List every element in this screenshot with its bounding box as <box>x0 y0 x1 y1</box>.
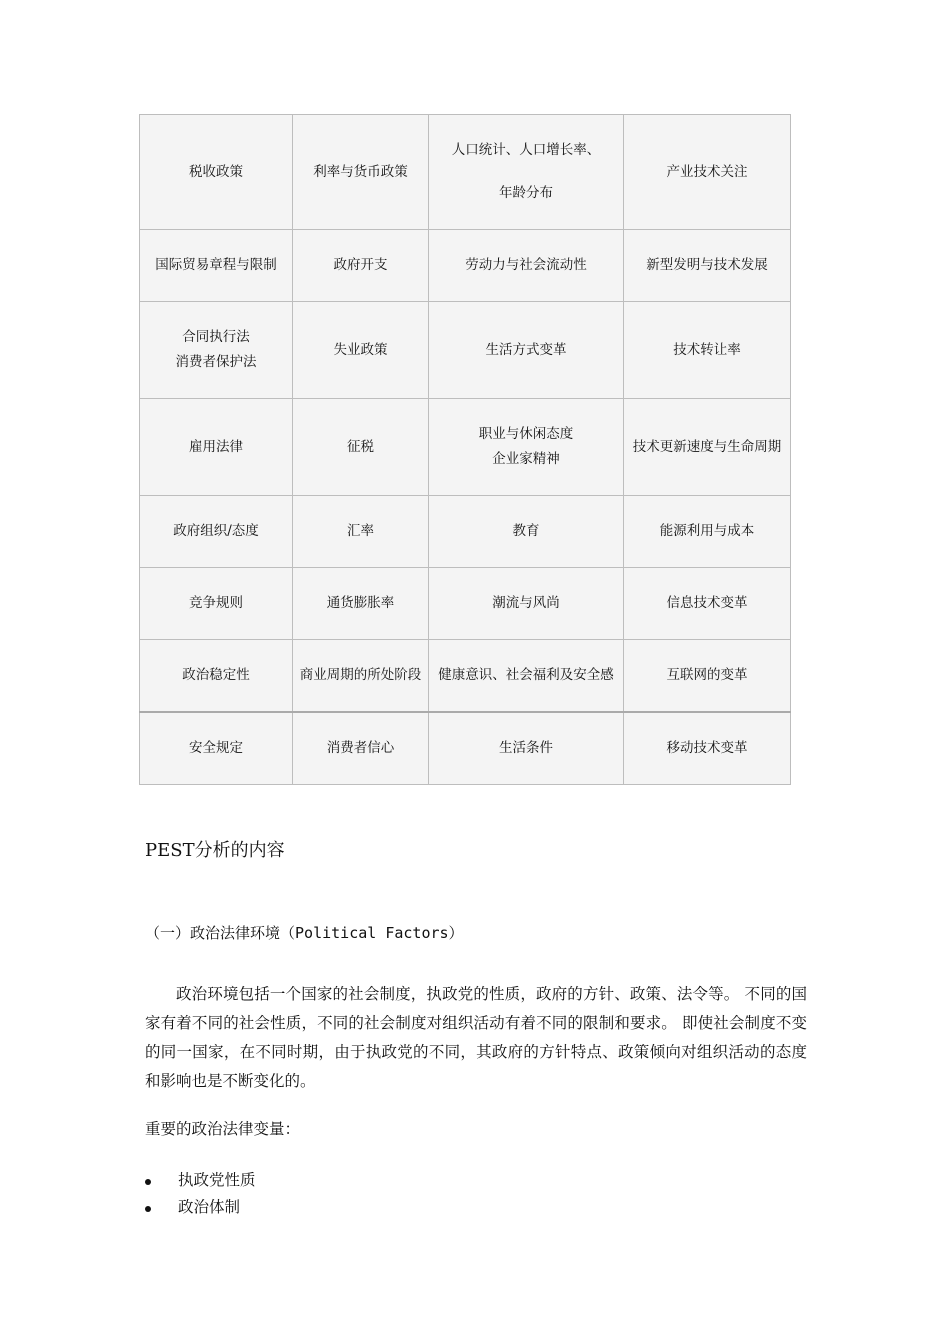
table-cell <box>293 496 429 568</box>
bullet-icon <box>145 1206 151 1212</box>
cell-text: 移动技术变革 <box>666 740 748 756</box>
table-row <box>140 230 791 302</box>
cell-text: 劳动力与社会流动性 <box>465 257 587 273</box>
section-heading: PEST分析的内容 <box>145 840 285 861</box>
table-cell <box>140 712 293 785</box>
cell-text: 生活方式变革 <box>485 341 567 358</box>
cell-text: 政治稳定性 <box>182 667 250 683</box>
table-cell <box>429 230 624 302</box>
cell-text: 人口统计、人口增长率、 <box>451 142 601 158</box>
cell-text: 企业家精神 <box>492 451 560 467</box>
table-cell <box>624 230 791 302</box>
cell-text: 教育 <box>512 523 540 539</box>
table-cell <box>293 302 429 399</box>
cell-text: 政府开支 <box>333 257 388 273</box>
table-cell <box>293 568 429 640</box>
list-item-text: 政治体制 <box>178 1198 241 1216</box>
cell-text: 技术更新速度与生命周期 <box>632 438 782 455</box>
table-cell <box>624 640 791 713</box>
table-cell <box>140 568 293 640</box>
table-row <box>140 640 791 713</box>
cell-text: 技术转让率 <box>673 341 741 358</box>
table-row <box>140 302 791 399</box>
table-cell <box>429 568 624 640</box>
cell-text: 产业技术关注 <box>666 163 748 180</box>
pest-factors-table <box>139 114 791 785</box>
cell-text: 征税 <box>347 438 374 455</box>
table-cell <box>429 640 624 713</box>
table-cell <box>624 302 791 399</box>
table-cell <box>429 115 624 230</box>
list-item <box>145 1167 256 1194</box>
table-cell <box>140 302 293 399</box>
table-cell <box>140 496 293 568</box>
table-cell <box>624 712 791 785</box>
table-cell <box>624 115 791 230</box>
table-cell <box>140 399 293 496</box>
cell-text: 通货膨胀率 <box>326 595 395 611</box>
cell-text: 汇率 <box>347 523 374 539</box>
cell-text: 安全规定 <box>189 740 243 756</box>
cell-text: 职业与休闲态度 <box>478 426 574 442</box>
table-cell <box>140 640 293 713</box>
cell-text: 失业政策 <box>333 341 388 358</box>
table-row <box>140 115 791 230</box>
cell-text: 国际贸易章程与限制 <box>155 257 277 273</box>
cell-text: 商业周期的所处阶段 <box>299 667 422 683</box>
variables-label: 重要的政治法律变量： <box>145 1120 301 1138</box>
cell-text: 年龄分布 <box>499 185 553 201</box>
political-variables-list <box>145 1167 256 1221</box>
table-row <box>140 712 791 785</box>
cell-text: 生活条件 <box>499 740 553 756</box>
cell-text: 消费者保护法 <box>175 354 257 370</box>
cell-text: 消费者信心 <box>326 740 395 756</box>
table-row <box>140 568 791 640</box>
cell-text: 健康意识、社会福利及安全感 <box>438 667 614 683</box>
political-factors-subheading <box>145 922 464 943</box>
table-row <box>140 496 791 568</box>
list-item-text: 执政党性质 <box>178 1171 256 1189</box>
subheading-latin: （Political Factors） <box>280 924 464 942</box>
table-cell <box>140 115 293 230</box>
subheading-chinese: （一）政治法律环境 <box>145 924 281 942</box>
cell-text: 税收政策 <box>189 163 243 180</box>
bullet-icon <box>145 1179 151 1185</box>
table-cell <box>293 399 429 496</box>
table-cell <box>624 568 791 640</box>
cell-text: 政府组织/态度 <box>173 523 259 539</box>
cell-text: 新型发明与技术发展 <box>646 257 768 273</box>
cell-text: 竞争规则 <box>189 595 243 611</box>
table-cell <box>293 115 429 230</box>
table-cell <box>429 496 624 568</box>
cell-text: 信息技术变革 <box>666 595 748 611</box>
cell-text: 利率与货币政策 <box>313 163 408 180</box>
cell-text: 雇用法律 <box>189 438 243 455</box>
table-cell <box>293 712 429 785</box>
cell-text: 互联网的变革 <box>666 667 748 683</box>
table-cell <box>293 230 429 302</box>
table-cell <box>293 640 429 713</box>
pest-table-body <box>140 115 791 785</box>
cell-text: 能源利用与成本 <box>659 523 755 539</box>
political-environment-paragraph: 政治环境包括一个国家的社会制度，执政党的性质，政府的方针、政策、法令等。 不同的国家有着不同的社会性质，不同的社会制度对组织活动有着不同的限制和要求。 即使社会制度不变的同一国家，在不同时期，由于执政党的不同，其政府的方针特点、政策倾向对组织活动的态度和影响也是不断变化的。 <box>145 985 807 1090</box>
table-cell <box>429 302 624 399</box>
cell-text: 合同执行法 <box>182 329 250 345</box>
table-cell <box>140 230 293 302</box>
cell-text: 潮流与风尚 <box>492 595 560 611</box>
table-cell <box>429 712 624 785</box>
table-cell <box>624 399 791 496</box>
table-cell <box>624 496 791 568</box>
table-row <box>140 399 791 496</box>
table-cell <box>429 399 624 496</box>
list-item <box>145 1194 256 1221</box>
